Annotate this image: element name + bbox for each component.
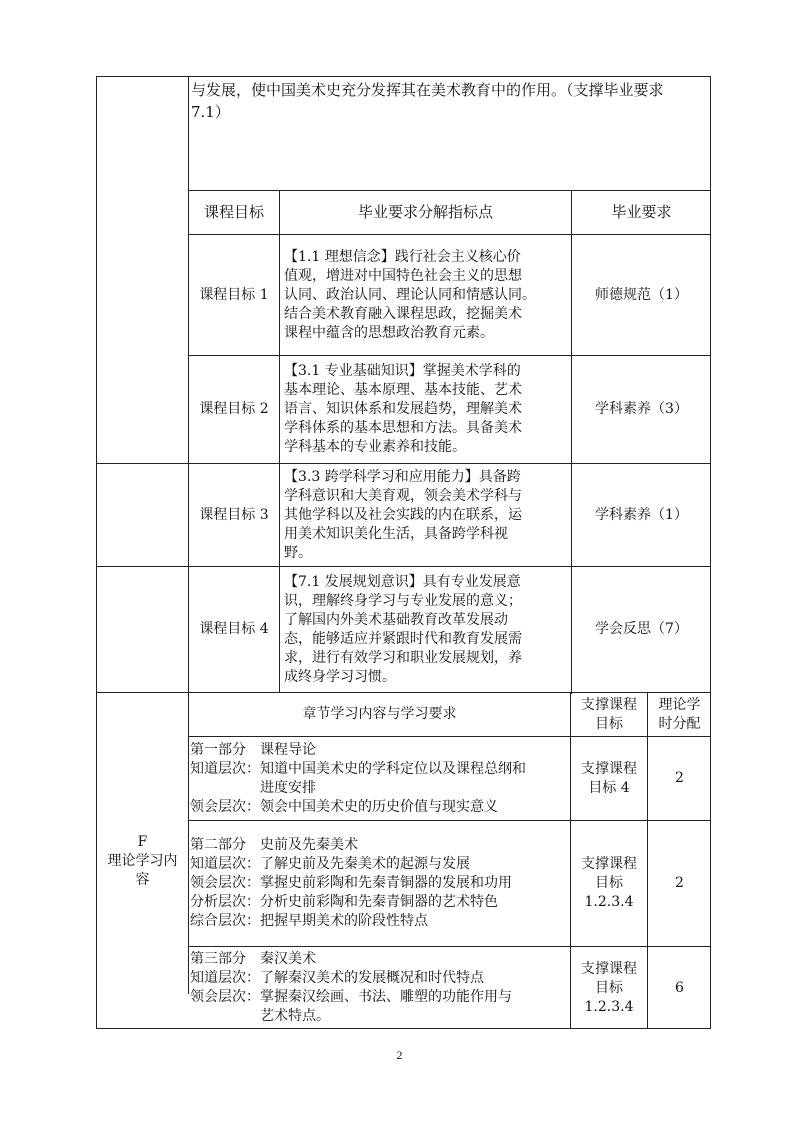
indicator-title: 【3.3 跨学科学习和应用能力】: [284, 468, 479, 485]
support-goal-cell: 支撑课程 目标 4: [581, 760, 637, 796]
goal-cell: 课程目标 4: [199, 621, 269, 637]
indicator-body: 践行社会主义核心价 值观，增进对中国特色社会主义的思想 认同、政治认同、理论认同和情感认同。 结合美术教育融入课程思政，挖掘美术 课程中蕴含的思想政治教育元素。: [284, 248, 536, 341]
indicator-cell: [282, 464, 570, 566]
header-indicator: 毕业要求分解指标点: [357, 203, 493, 221]
indicator-title: 【7.1 发展规划意识】: [284, 573, 423, 590]
goal-cell: 课程目标 3: [199, 506, 269, 523]
header-graduation-requirement: 毕业要求: [611, 203, 672, 221]
requirement-cell: 师德规范（1）: [595, 286, 688, 303]
hours-cell: 2: [675, 875, 684, 891]
requirement-cell: 学科素养（1）: [595, 506, 688, 523]
goal-cell: 课程目标 2: [199, 401, 269, 417]
page-number: 2: [396, 1048, 403, 1062]
intro-paragraph: 与发展，使中国美术史充分发挥其在美术教育中的作用。（支撑毕业要求 7.1）: [191, 81, 664, 121]
indicator-body: 具备跨 学科意识和大美育观，领会美术学科与 其他学科以及社会实践的内在联系，运 用美术知识美化生活，具备跨学科视 野。: [284, 468, 522, 561]
requirement-cell: 学会反思（7）: [595, 621, 688, 637]
indicator-body: 具有专业发展意 识，理解终身学习与专业发展的意义； 了解国内外美术基础教育改革发展动 态，能够适应并紧跟时代和教育发展需 求，进行有效学习和职业发展规划，养 成终身学习习惯。: [284, 573, 522, 685]
section-f-label: F 理论学习内 容: [107, 833, 178, 888]
header-chapter-content: 章节学习内容与学习要求: [302, 706, 457, 722]
indicator-cell: [282, 356, 570, 463]
requirement-cell: 学科素养（3）: [595, 401, 688, 417]
chapter-content-cell: 第一部分 课程导论 知道层次：知道中国美术史的学科定位以及课程总纲和 进度安排 领会层次：领会中国美术史的历史价值与现实意义: [190, 741, 526, 815]
goal-cell: 课程目标 1: [199, 286, 269, 303]
course-table: [96, 76, 711, 1029]
indicator-body: 掌握美术学科的 基本理论、基本原理、基本技能、艺术 语言、知识体系和发展趋势，理解美术 学科体系的基本思想和方法。具备美术 学科基本的专业素养和技能。: [284, 363, 522, 455]
header-hours: 理论学 时分配: [658, 696, 701, 732]
hours-cell: 2: [675, 770, 684, 786]
chapter-content-cell: 第二部分 史前及先秦美术 知道层次：了解史前及先秦美术的起源与发展 领会层次：掌握史前彩陶和先秦青铜器的发展和功用 分析层次：分析史前彩陶和先秦青铜器的艺术特色 综合层次：把握早期美术的阶段性特点: [190, 837, 512, 929]
table-divider: [279, 190, 280, 693]
support-goal-cell: 支撑课程 目标 1.2.3.4: [581, 856, 637, 910]
support-goal-cell: 支撑课程 目标 1.2.3.4: [581, 960, 637, 1015]
indicator-title: 【1.1 理想信念】: [284, 248, 395, 265]
header-support-goal: 支撑课程 目标: [581, 696, 637, 732]
hours-cell: 6: [675, 979, 684, 996]
header-course-goal: 课程目标: [203, 203, 264, 221]
chapter-content-cell: 第三部分 秦汉美术 知道层次：了解秦汉美术的发展概况和时代特点 领会层次：掌握秦汉绘画、书法、雕塑的功能作用与 艺术特点。: [190, 951, 512, 1024]
indicator-title: 【3.1 专业基础知识】: [284, 363, 423, 379]
indicator-cell: [282, 567, 570, 692]
indicator-cell: [282, 235, 570, 355]
